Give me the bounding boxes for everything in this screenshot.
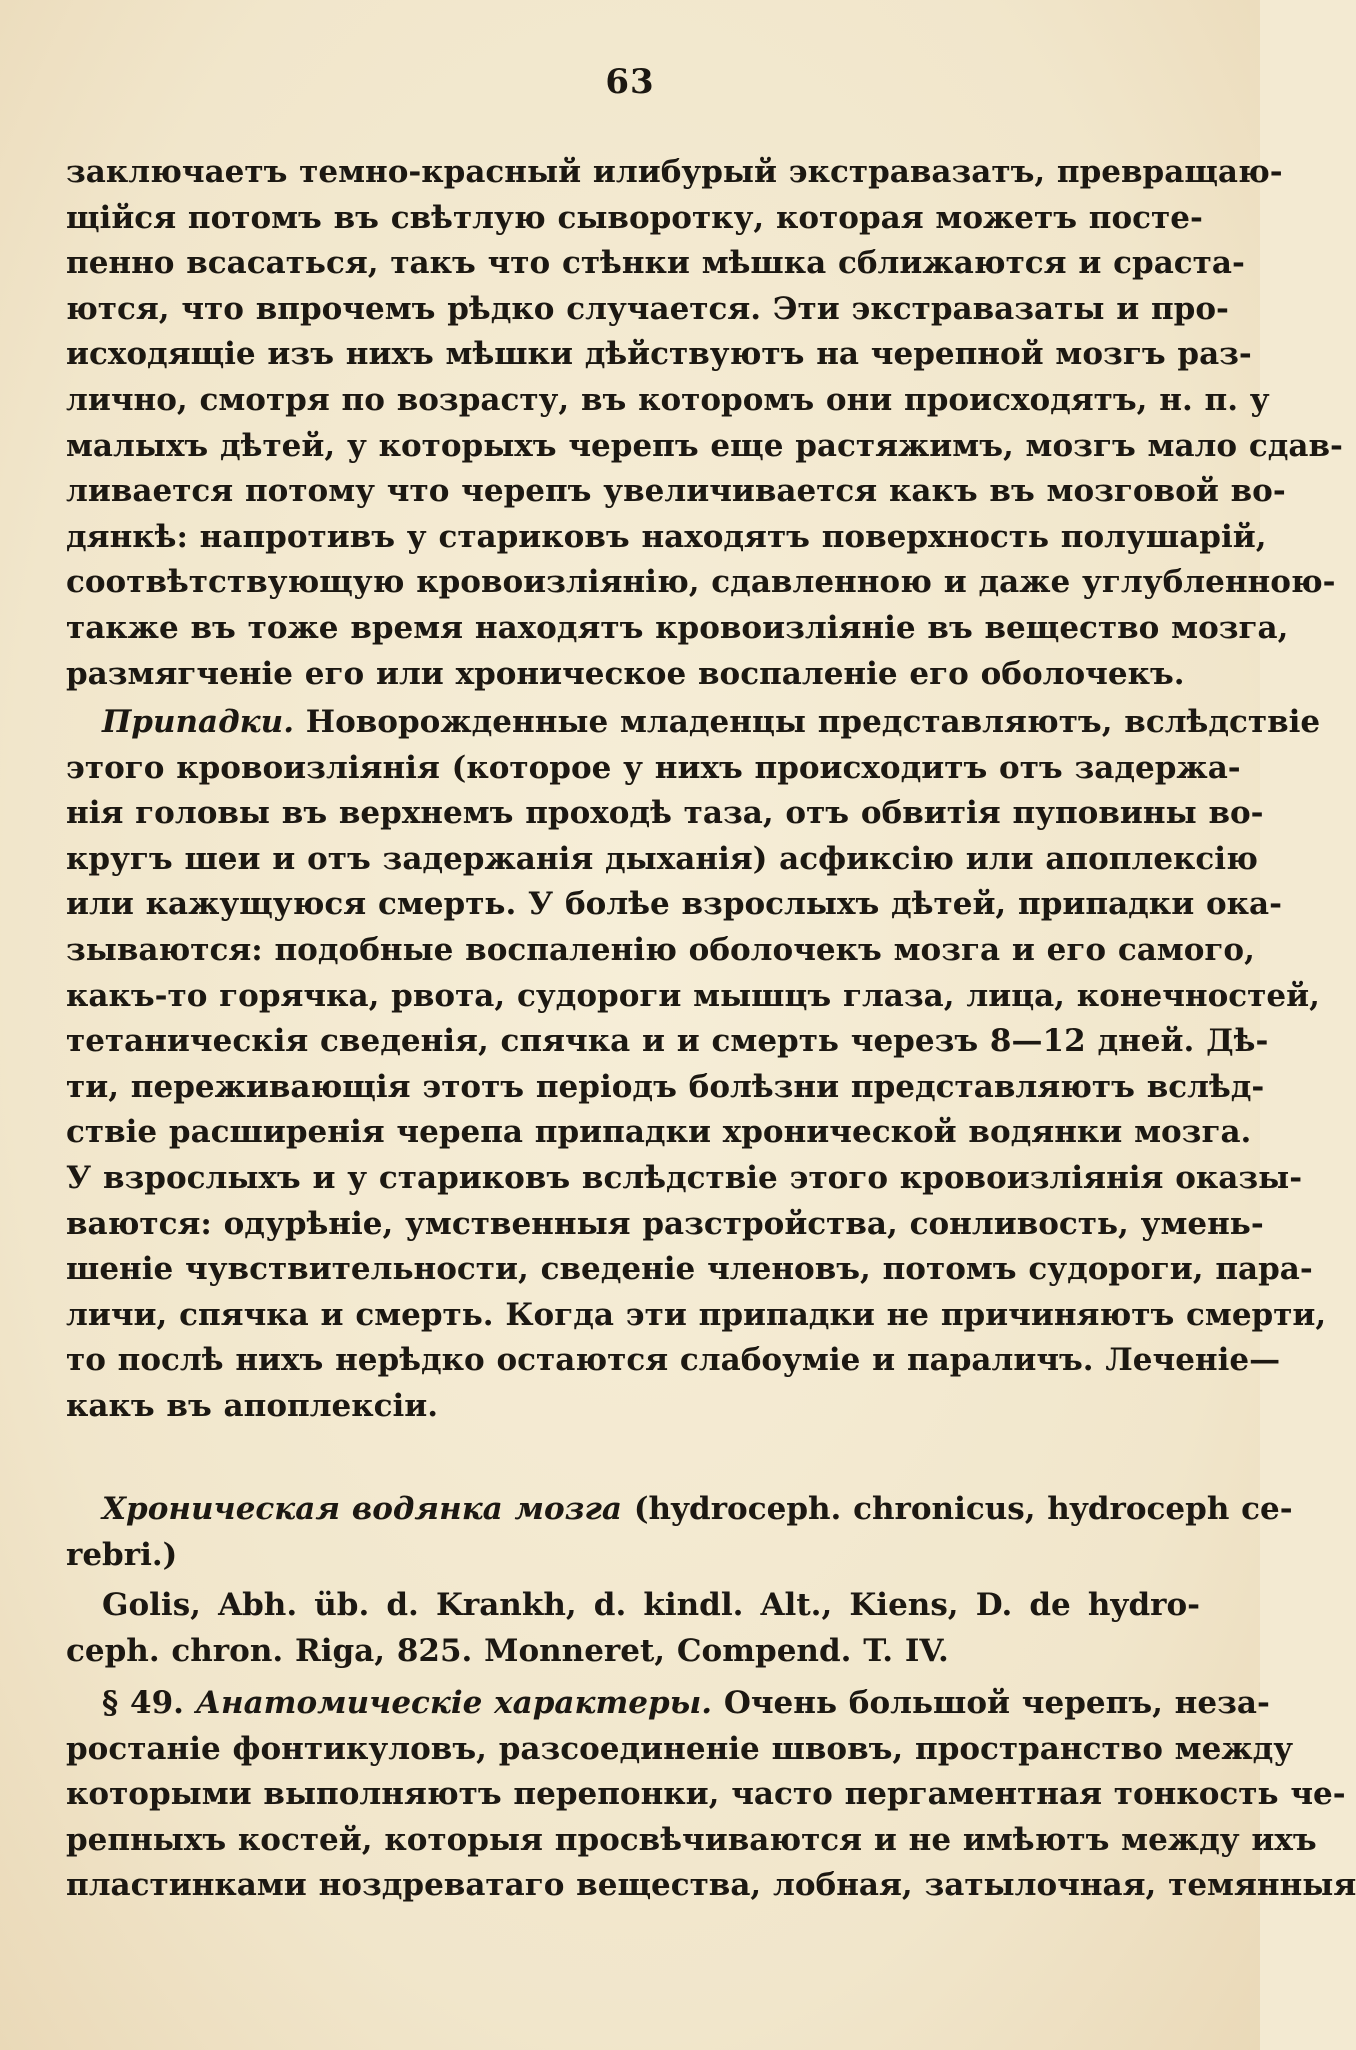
section-title-chronic-hydrocephalus [66, 1487, 1293, 1578]
text-line: дянкѣ: напротивъ у стариковъ находятъ поверхность полушарій, [66, 518, 1267, 555]
section-49-first-line: Очень большой черепъ, неза- [723, 1685, 1270, 1721]
text-line: также въ тоже время находятъ кровоизліяніе въ вещество мозга, [66, 609, 1289, 646]
text-line: то послѣ нихъ нерѣдко остаются слабоуміе и параличъ. Леченіе— [66, 1342, 1281, 1379]
paragraph-symptoms [66, 700, 1327, 1430]
text-line: репныхъ костей, которыя просвѣчиваются и не имѣютъ между ихъ [66, 1821, 1317, 1858]
section-number: § 49. [102, 1685, 184, 1721]
text-line: которыми выполняютъ перепонки, часто пергаментная тонкость че- [66, 1776, 1346, 1813]
text-line: личи, спячка и смерть. Когда эти припадки не причиняютъ смерти, [66, 1296, 1327, 1333]
text-line: Golis, Abh. üb. d. Krankh, d. kindl. Alt., Kiens, D. de hydro- [102, 1587, 1200, 1623]
text-line [66, 1487, 1293, 1533]
text-line: rebri.) [66, 1536, 178, 1573]
symptoms-heading: Припадки. [102, 704, 294, 740]
text-line [66, 1681, 1270, 1727]
text-line: исходящіе изъ нихъ мѣшки дѣйствуютъ на черепной мозгъ раз- [66, 336, 1252, 373]
text-line: кругъ шеи и отъ задержанія дыханія) асфиксію или апоплексію [66, 840, 1258, 877]
text-line: ствіе расширенія черепа припадки хронической водянки мозга. [66, 1114, 1252, 1151]
text-line: малыхъ дѣтей, у которыхъ черепъ еще растяжимъ, мозгъ мало сдав- [66, 427, 1343, 464]
text-line [66, 700, 1321, 746]
text-line: какъ-то горячка, рвота, судороги мышцъ глаза, лица, конечностей, [66, 977, 1320, 1014]
text-line: зываются: подобные воспаленію оболочекъ мозга и его самого, [66, 931, 1255, 968]
text-line: заключаетъ темно-красный илибурый экстравазатъ, превращаю- [66, 154, 1283, 190]
text-line: размягченіе его или хроническое воспаленіе его оболочекъ. [66, 655, 1185, 692]
symptoms-first-line: Новорожденные младенцы представляютъ, вслѣдствіе [305, 704, 1321, 740]
text-line: этого кровоизліянія (которое у нихъ происходитъ отъ задержа- [66, 749, 1241, 786]
text-line: какъ въ апоплексіи. [66, 1387, 439, 1424]
page-number: 63 [605, 62, 655, 102]
references [66, 1583, 1200, 1674]
text-line: или кажущуюся смерть. У болѣе взрослыхъ дѣтей, припадки ока- [66, 886, 1283, 923]
text-line: шеніе чувствительности, сведеніе членовъ, потомъ судороги, пара- [66, 1251, 1313, 1288]
text-line: ливается потому что черепъ увеличивается какъ въ мозговой во- [66, 473, 1286, 510]
text-line: пластинками ноздреватаго вещества, лобная, затылочная, темянныя [66, 1867, 1356, 1904]
text-line: пенно всасаться, такъ что стѣнки мѣшка сближаются и сраста- [66, 245, 1245, 282]
text-line: нія головы въ верхнемъ проходѣ таза, отъ обвитія пуповины во- [66, 795, 1264, 832]
text-line: щійся потомъ въ свѣтлую сыворотку, которая можетъ посте- [66, 199, 1203, 236]
section-title-latin: (hydroceph. chronicus, hydroceph ce- [633, 1491, 1293, 1527]
text-line: лично, смотря по возрасту, въ которомъ они происходятъ, н. п. у [66, 381, 1270, 418]
text-line: ваются: одурѣніе, умственныя разстройства, сонливость, умень- [66, 1205, 1264, 1242]
text-line: ти, переживающія этотъ періодъ болѣзни представляютъ вслѣд- [66, 1068, 1265, 1105]
text-line: ceph. chron. Riga, 825. Monneret, Compend. T. IV. [66, 1632, 949, 1669]
text-line: тетаническія сведенія, спячка и и смерть черезъ 8—12 дней. Дѣ- [66, 1023, 1269, 1060]
section-title: Хроническая водянка мозга [102, 1491, 623, 1527]
text-line: ростаніе фонтикуловъ, разсоединеніе швовъ, пространство между [66, 1730, 1294, 1767]
anatomical-heading: Анатомическіе характеры. [195, 1685, 713, 1721]
text-line: У взрослыхъ и у стариковъ вслѣдствіе этого кровоизліянія оказы- [66, 1159, 1303, 1196]
text-line: соотвѣтствующую кровоизліянію, сдавленною и даже углубленною- [66, 564, 1336, 601]
paragraph-extravasate [66, 150, 1343, 697]
text-line: ются, что впрочемъ рѣдко случается. Эти экстравазаты и про- [66, 290, 1229, 327]
paragraph-section-49 [66, 1681, 1356, 1909]
